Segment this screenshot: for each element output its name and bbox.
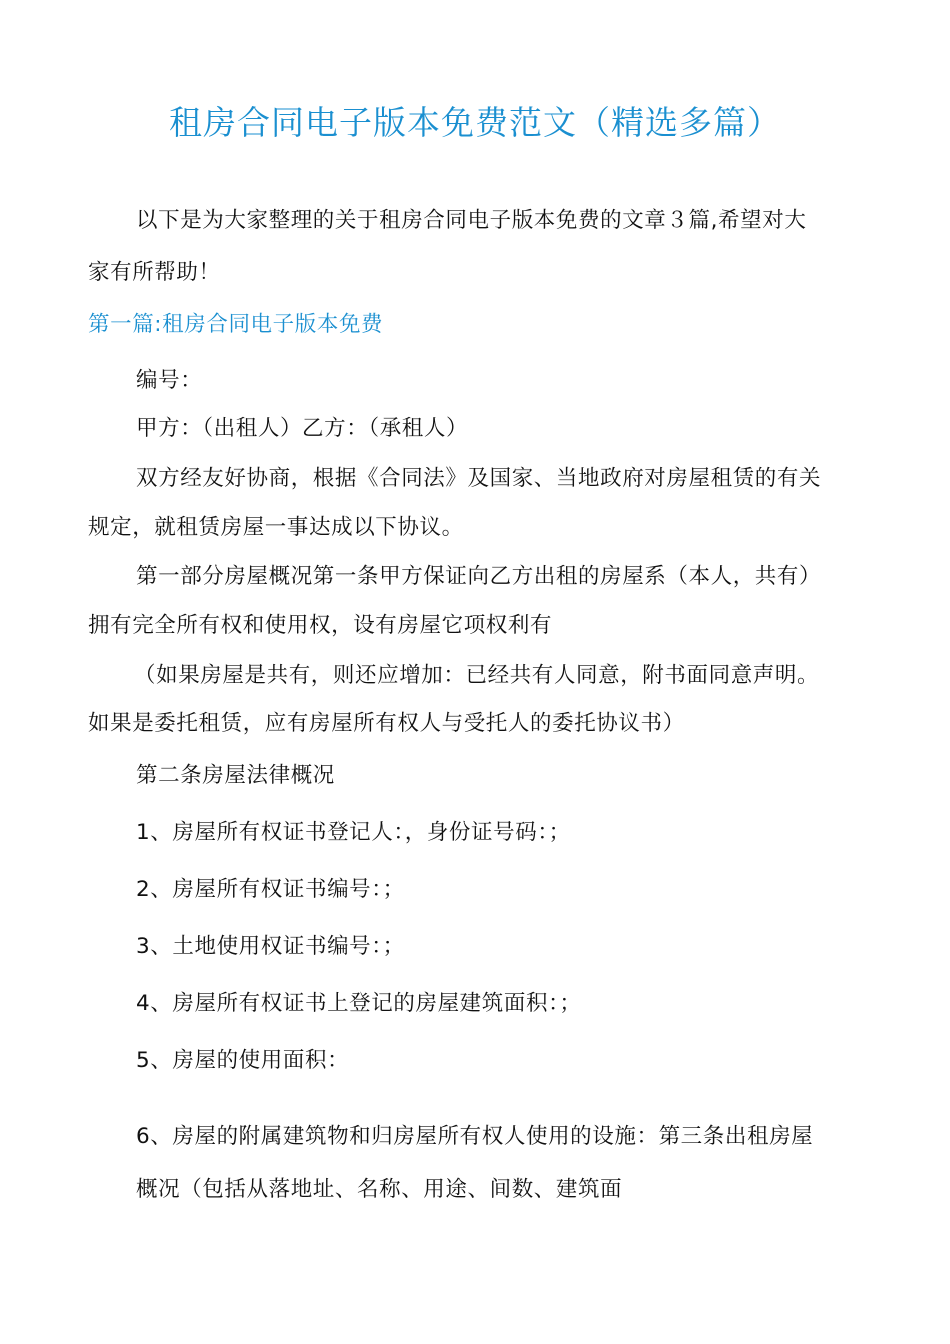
consult-line-2: 规定，就租赁房屋一事达成以下协议。 [88,515,464,540]
article2-heading: 第二条房屋法律概况 [136,763,335,788]
part1-line-2: 拥有完全所有权和使用权，设有房屋它项权利有 [88,613,553,638]
parties-line: 甲方：（出租人）乙方：（承租人） [136,416,469,441]
note-line-1: （如果房屋是共有，则还应增加：已经共有人同意，附书面同意声明。 [134,663,820,688]
list-item-5: 5、房屋的使用面积： [136,1048,350,1073]
list-item-2: 2、房屋所有权证书编号：； [136,877,405,902]
list-item-4: 4、房屋所有权证书上登记的房屋建筑面积：； [136,991,582,1016]
list-item-3: 3、土地使用权证书编号：； [136,934,405,959]
list-item-6-line-2: 概况（包括从落地址、名称、用途、间数、建筑面 [136,1177,623,1202]
note-line-2: 如果是委托租赁，应有房屋所有权人与受托人的委托协议书） [88,711,685,736]
consult-line-1: 双方经友好协商，根据《合同法》及国家、当地政府对房屋租赁的有关 [136,466,822,491]
intro-line-1: 以下是为大家整理的关于租房合同电子版本免费的文章３篇,希望对大 [136,208,807,233]
document-title: 租房合同电子版本免费范文（精选多篇） [169,103,781,142]
list-item-1: 1、房屋所有权证书登记人：，身份证号码：； [136,820,571,845]
intro-line-2: 家有所帮助！ [88,260,221,285]
number-label: 编号： [136,368,203,393]
section-heading: 第一篇:租房合同电子版本免费 [88,312,384,337]
list-item-6-line-1: 6、房屋的附属建筑物和归房屋所有权人使用的设施：第三条出租房屋 [136,1124,814,1149]
part1-line-1: 第一部分房屋概况第一条甲方保证向乙方出租的房屋系（本人，共有） [136,564,822,589]
